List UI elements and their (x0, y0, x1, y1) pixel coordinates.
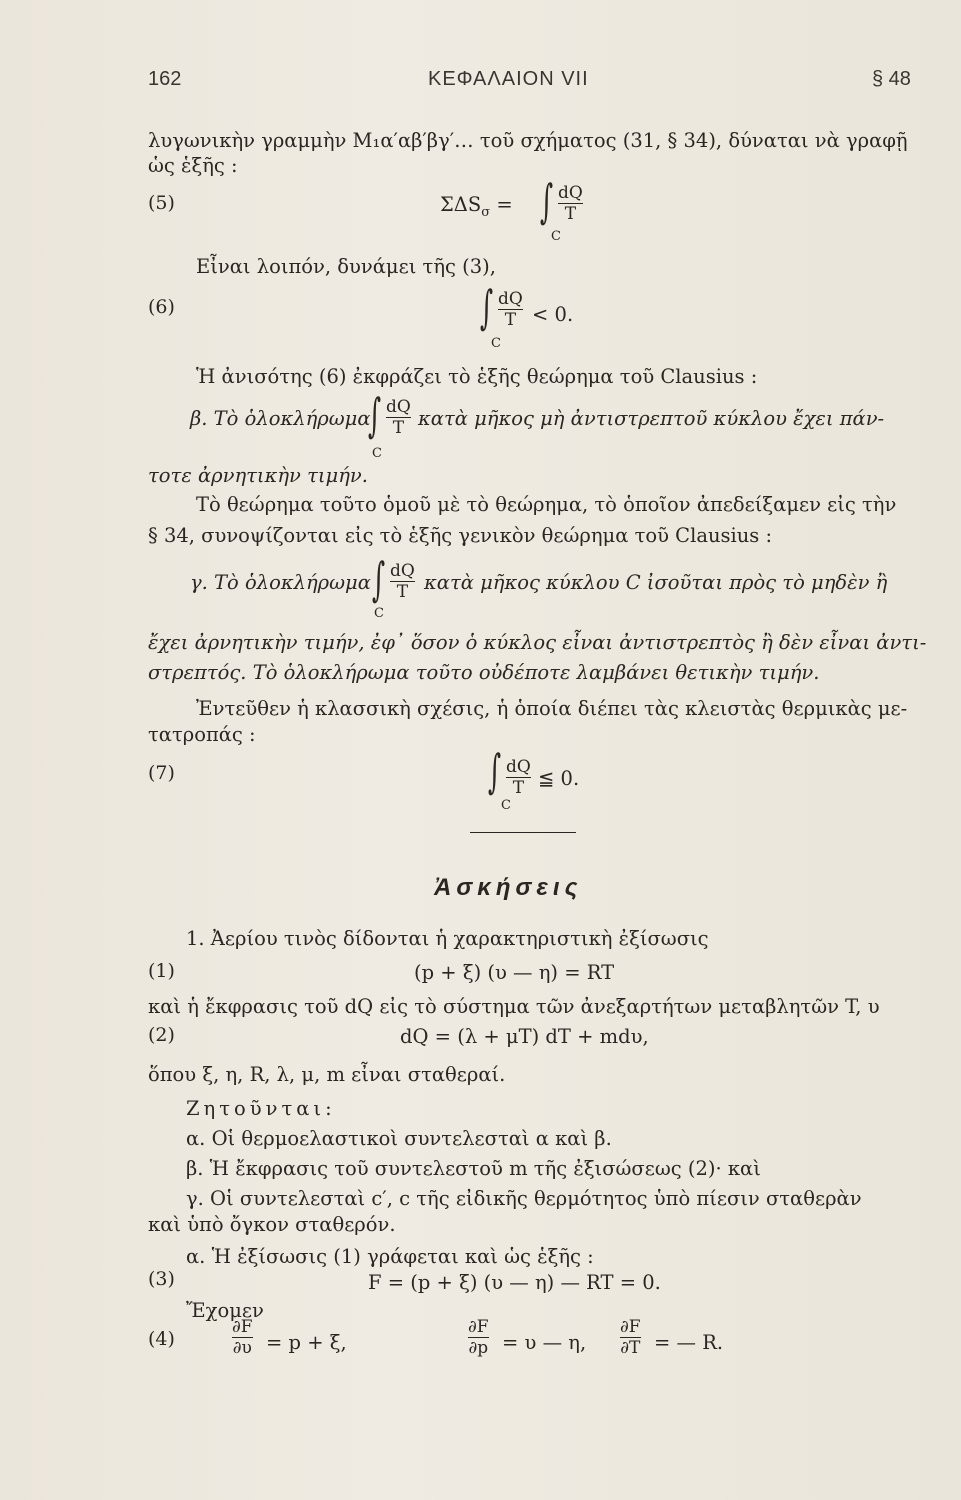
text-line: Τὸ θεώρημα τοῦτο ὁμοῦ μὲ τὸ θεώρημα, τὸ ὁποῖον ἀπεδείξαμεν εἰς τὴν (196, 493, 897, 516)
contour-label: C (372, 446, 382, 461)
text-line: τοτε ἀρνητικὴν τιμήν. (148, 464, 368, 487)
text-line: § 34, συνοψίζονται εἰς τὸ ἑξῆς γενικὸν θεώρημα τοῦ Clausius : (148, 524, 773, 547)
theorem-beta: β. Τὸ ὁλοκλήρωμα (190, 407, 371, 430)
contour-label: C (551, 229, 561, 244)
contour-label: C (491, 336, 501, 351)
fraction (506, 758, 531, 797)
denominator: T (392, 418, 405, 438)
inequality: < 0. (532, 303, 574, 326)
section-number: § 48 (872, 68, 911, 90)
eq-sum: ΣΔS (440, 193, 482, 216)
equation: dQ = (λ + μT) dT + mdυ, (400, 1025, 649, 1048)
denominator: T (564, 204, 577, 224)
inequality: ≦ 0. (538, 767, 580, 790)
text-line: λυγωνικὴν γραμμὴν M₁α′αβ′βγ′… τοῦ σχήματος (31, § 34), δύναται νὰ γραφῇ (148, 129, 908, 152)
equation-number: (6) (148, 296, 175, 318)
equation-number: (7) (148, 762, 175, 784)
equation-number: (1) (148, 960, 175, 982)
text-line: Ἐντεῦθεν ἡ κλασσικὴ σχέσις, ἡ ὁποία διέπει τὰς κλειστὰς θερμικὰς με- (196, 697, 908, 720)
integral-sign: ∫ (540, 174, 554, 228)
eq-subscript: σ (481, 204, 491, 220)
text-line: Ἔχομεν (186, 1299, 264, 1322)
equation-part: = — R. (654, 1331, 724, 1354)
text-line: Ζητοῦνται: (186, 1097, 336, 1120)
text-line: 1. Ἀερίου τινὸς δίδονται ἡ χαρακτηριστικὴ ἐξίσωσις (186, 927, 709, 950)
equation: F = (p + ξ) (υ — η) — RT = 0. (368, 1271, 661, 1294)
exercises-heading: Ἀσκήσεις (434, 874, 583, 901)
text-line: τατροπάς : (148, 723, 256, 746)
text-line: Ἡ ἀνισότης (6) ἐκφράζει τὸ ἑξῆς θεώρημα τοῦ Clausius : (196, 365, 758, 388)
equation-lhs (440, 192, 513, 226)
equation-part: = p + ξ, (266, 1331, 347, 1354)
denominator: T (396, 582, 409, 602)
section-divider (470, 832, 576, 833)
text-line: β. Ἡ ἔκφρασις τοῦ συντελεστοῦ m τῆς ἐξισώσεως (2)· καὶ (186, 1157, 761, 1180)
text-line: α. Ἡ ἐξίσωσις (1) γράφεται καὶ ὡς ἑξῆς : (186, 1245, 594, 1268)
denominator: T (504, 310, 517, 330)
contour-label: C (501, 798, 511, 813)
numerator: ∂F (468, 1317, 489, 1337)
chapter-title: ΚΕΦΑΛΑΙΟΝ VII (428, 68, 589, 90)
fraction (468, 1318, 489, 1357)
text-line: γ. Οἱ συντελεσταὶ c′, c τῆς εἰδικῆς θερμότητος ὑπὸ πίεσιν σταθερὰν (186, 1187, 862, 1210)
theorem-beta-text: κατὰ μῆκος μὴ ἀντιστρεπτοῦ κύκλου ἔχει πάν- (418, 407, 885, 430)
integral-sign: ∫ (488, 744, 502, 798)
text-line: Εἶναι λοιπόν, δυνάμει τῆς (3), (196, 255, 496, 278)
text-line: καὶ ἡ ἔκφρασις τοῦ dQ εἰς τὸ σύστημα τῶν ἀνεξαρτήτων μεταβλητῶν T, υ (148, 995, 880, 1018)
text-line: ὅπου ξ, η, R, λ, μ, m εἶναι σταθεραί. (148, 1063, 506, 1086)
integral-sign: ∫ (372, 552, 386, 606)
page-number: 162 (148, 68, 182, 90)
denominator: T (512, 778, 525, 798)
numerator: dQ (558, 183, 583, 203)
integral-sign: ∫ (480, 280, 494, 334)
text-line: ὡς ἑξῆς : (148, 154, 238, 177)
denominator: ∂p (468, 1338, 489, 1358)
numerator: dQ (386, 397, 411, 417)
fraction (386, 398, 411, 437)
equation-number: (5) (148, 192, 175, 214)
fraction (620, 1318, 641, 1357)
eq-equals: = (496, 193, 513, 216)
denominator: ∂υ (232, 1338, 252, 1358)
numerator: ∂F (620, 1317, 641, 1337)
equation-part: = υ — η, (502, 1331, 587, 1354)
integral-sign: ∫ (368, 388, 382, 442)
theorem-gamma: γ. Τὸ ὁλοκλήρωμα (190, 571, 371, 594)
fraction (232, 1318, 253, 1357)
equation-number: (3) (148, 1268, 175, 1290)
numerator: dQ (506, 757, 531, 777)
fraction (558, 184, 583, 223)
fraction (390, 562, 415, 601)
theorem-gamma-text: κατὰ μῆκος κύκλου C ἰσοῦται πρὸς τὸ μηδὲν ἢ (424, 571, 888, 594)
denominator: ∂T (620, 1338, 641, 1358)
contour-label: C (374, 606, 384, 621)
numerator: dQ (498, 289, 523, 309)
text-line: στρεπτός. Τὸ ὁλοκλήρωμα τοῦτο οὐδέποτε λαμβάνει θετικὴν τιμήν. (148, 661, 820, 684)
equation-number: (2) (148, 1024, 175, 1046)
equation: (p + ξ) (υ — η) = RT (414, 961, 615, 984)
text-line: α. Οἱ θερμοελαστικοὶ συντελεσταὶ α καὶ β. (186, 1127, 612, 1150)
numerator: ∂F (232, 1317, 253, 1337)
numerator: dQ (390, 561, 415, 581)
equation-number: (4) (148, 1328, 175, 1350)
text-line: καὶ ὑπὸ ὄγκον σταθερόν. (148, 1213, 396, 1236)
text-line: ἔχει ἀρνητικὴν τιμήν, ἐφ᾽ ὅσον ὁ κύκλος εἶναι ἀντιστρεπτὸς ἢ δὲν εἶναι ἀντι- (148, 631, 927, 654)
fraction (498, 290, 523, 329)
